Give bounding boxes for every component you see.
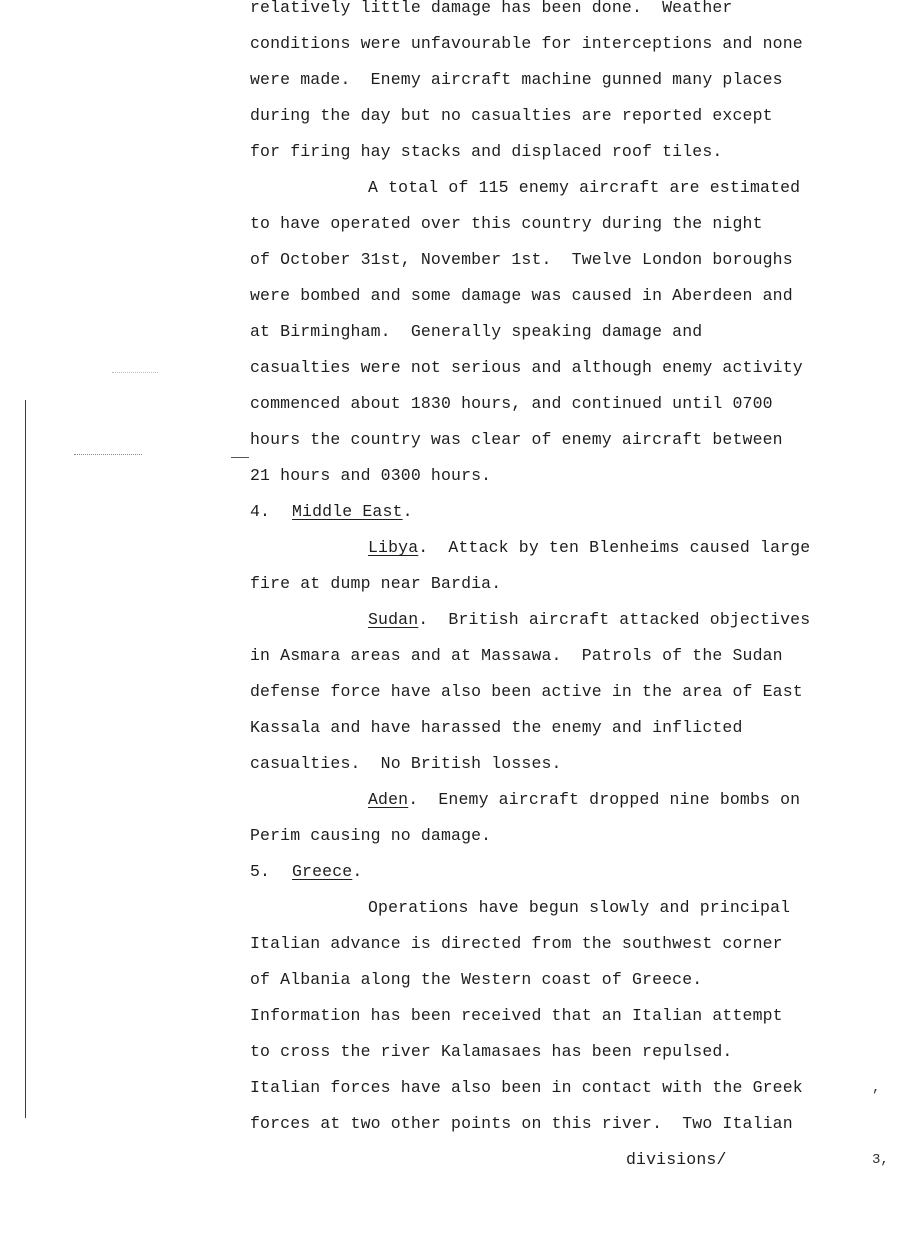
section-title: Greece	[292, 862, 353, 881]
section-title: Middle East	[292, 502, 403, 521]
text-line: casualties were not serious and although enemy activity	[250, 358, 803, 377]
text-line: conditions were unfavourable for interceptions and none	[250, 34, 803, 53]
text-line: Kassala and have harassed the enemy and inflicted	[250, 718, 743, 737]
subheading-sudan: Sudan	[368, 610, 419, 629]
paragraph-aden	[250, 782, 860, 818]
text-line: to have operated over this country during the night	[250, 214, 763, 233]
text-line: of October 31st, November 1st. Twelve London boroughs	[250, 250, 793, 269]
text-line: of Albania along the Western coast of Greece.	[250, 970, 703, 989]
section-title-period: .	[402, 502, 413, 521]
catchword: divisions/	[626, 1150, 727, 1169]
text-line: were made. Enemy aircraft machine gunned many places	[250, 70, 783, 89]
margin-dash	[231, 457, 249, 458]
text-line: forces at two other points on this river. Two Italian	[250, 1114, 793, 1133]
text-line: A total of 115 enemy aircraft are estimated	[368, 178, 801, 197]
section-heading-greece	[250, 854, 860, 890]
paragraph-sudan	[250, 602, 860, 638]
text-line: casualties. No British losses.	[250, 754, 562, 773]
margin-rule	[25, 400, 26, 1118]
body-text	[250, 0, 860, 1178]
margin-mark-comma: ,	[872, 1080, 881, 1096]
text-line: in Asmara areas and at Massawa. Patrols of the Sudan	[250, 646, 783, 665]
text-line: Italian advance is directed from the southwest corner	[250, 934, 783, 953]
text-line: fire at dump near Bardia.	[250, 574, 502, 593]
text-line: relatively little damage has been done. Weather	[250, 0, 733, 17]
text-line: Italian forces have also been in contact with the Greek	[250, 1078, 803, 1097]
text-line: were bombed and some damage was caused in Aberdeen and	[250, 286, 793, 305]
text-line: at Birmingham. Generally speaking damage and	[250, 322, 703, 341]
subheading-aden: Aden	[368, 790, 409, 809]
text-line: Operations have begun slowly and principal	[368, 898, 791, 917]
page-number-mark: 3,	[872, 1152, 889, 1168]
paragraph-libya	[250, 530, 860, 566]
section-number: 4.	[250, 502, 271, 521]
text-line: commenced about 1830 hours, and continued until 0700	[250, 394, 773, 413]
text-line: for firing hay stacks and displaced roof tiles.	[250, 142, 723, 161]
libya-text: . Attack by ten Blenheims caused large	[418, 538, 811, 557]
text-line: Perim causing no damage.	[250, 826, 492, 845]
margin-specks	[112, 372, 158, 385]
text-line: to cross the river Kalamasaes has been repulsed.	[250, 1042, 733, 1061]
subheading-libya: Libya	[368, 538, 419, 557]
section-title-period: .	[352, 862, 363, 881]
aden-text: . Enemy aircraft dropped nine bombs on	[408, 790, 801, 809]
text-line: defense force have also been active in the area of East	[250, 682, 803, 701]
text-line: during the day but no casualties are reported except	[250, 106, 773, 125]
sudan-text: . British aircraft attacked objectives	[418, 610, 811, 629]
text-line: hours the country was clear of enemy aircraft between	[250, 430, 783, 449]
section-number: 5.	[250, 862, 271, 881]
text-line: 21 hours and 0300 hours.	[250, 466, 492, 485]
section-heading-middle-east	[250, 494, 860, 530]
margin-dotted-line	[74, 454, 142, 455]
text-line: Information has been received that an Italian attempt	[250, 1006, 783, 1025]
